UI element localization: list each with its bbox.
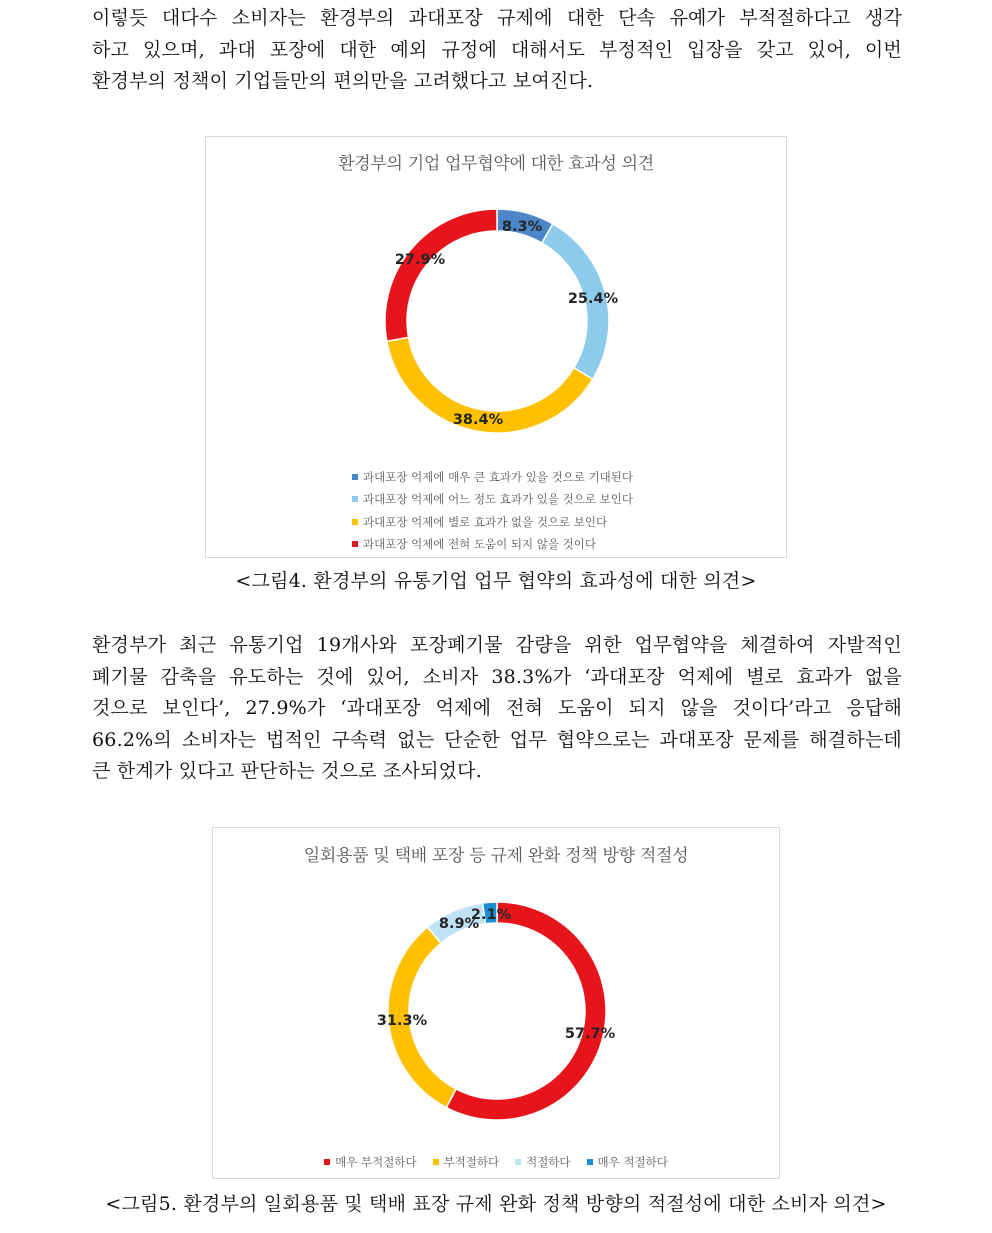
legend-swatch: [352, 541, 358, 547]
chart-legend: [352, 466, 633, 555]
paragraph-line: 폐기물 감축을 유도하는 것에 있어, 소비자 38.3%가 ‘과대포장 억제에 별로 효과가 없을: [92, 665, 902, 688]
legend-item: [515, 1154, 570, 1170]
figure-caption-4: <그림4. 환경부의 유통기업 업무 협약의 효과성에 대한 의견>: [235, 570, 757, 592]
data-label: 25.4%: [567, 291, 619, 307]
paragraph-line: 환경부의 정책이 기업들만의 편의만을 고려했다고 보여진다.: [92, 70, 594, 92]
donut-slice: [385, 209, 497, 341]
paragraph-line: 환경부가 최근 유통기업 19개사와 포장폐기물 감량을 위한 업무협약을 체결하여 자발적인: [92, 634, 902, 656]
chart-effectiveness-opinion: [205, 136, 787, 558]
legend-item: [587, 1154, 668, 1170]
paragraph-line: 이렇듯 대다수 소비자는 환경부의 과대포장 규제에 대한 단속 유예가 부적절하다고 생각: [92, 7, 902, 29]
chart-policy-appropriateness: [212, 827, 780, 1179]
data-label: 57.7%: [564, 1026, 616, 1042]
legend-item: [324, 1154, 416, 1170]
chart-legend: [213, 1154, 779, 1170]
chart-title: 환경부의 기업 업무협약에 대한 효과성 의견: [338, 154, 654, 174]
donut-chart: [213, 828, 779, 1178]
legend-item: [352, 533, 633, 555]
legend-swatch: [587, 1159, 593, 1165]
legend-label: 매우 부적절하다: [335, 1155, 417, 1169]
data-label: 2.1%: [470, 907, 512, 923]
paragraph-line: 큰 한계가 있다고 판단하는 것으로 조사되었다.: [92, 760, 482, 782]
data-label: 38.4%: [452, 412, 504, 428]
paragraph-line: 66.2%의 소비자는 법적인 구속력 없는 단순한 업무 협약으로는 과대포장 문제를 해결하는데: [92, 728, 902, 751]
legend-swatch: [324, 1159, 330, 1165]
paragraph-1: [92, 3, 902, 98]
legend-label: 과대포장 억제에 매우 큰 효과가 있을 것으로 기대된다: [363, 470, 633, 485]
legend-label: 과대포장 억제에 어느 정도 효과가 있을 것으로 보인다: [363, 492, 633, 507]
legend-item: [352, 488, 633, 510]
legend-item: [433, 1154, 500, 1170]
data-label: 27.9%: [394, 252, 446, 268]
legend-item: [352, 466, 633, 488]
legend-label: 적절하다: [526, 1155, 571, 1169]
legend-swatch: [352, 474, 358, 480]
legend-label: 매우 적절하다: [597, 1155, 668, 1169]
data-label: 8.9%: [438, 916, 480, 932]
legend-swatch: [352, 496, 358, 502]
donut-slice: [446, 902, 606, 1120]
data-label: 8.3%: [501, 219, 543, 235]
chart-title: 일회용품 및 택배 포장 등 규제 완화 정책 방향 적절성: [303, 846, 689, 866]
legend-swatch: [352, 519, 358, 525]
legend-swatch: [433, 1159, 439, 1165]
legend-label: 과대포장 억제에 전혀 도움이 되지 않을 것이다: [363, 537, 597, 552]
legend-label: 부적절하다: [443, 1155, 500, 1169]
legend-label: 과대포장 억제에 별로 효과가 없을 것으로 보인다: [363, 514, 608, 529]
paragraph-line: 것으로 보인다’, 27.9%가 ‘과대포장 억제에 전혀 도움이 되지 않을 것이다’라고 응답해: [92, 697, 902, 719]
paragraph-2: [92, 630, 902, 788]
data-label: 31.3%: [376, 1013, 428, 1029]
figure-caption-5: <그림5. 환경부의 일회용품 및 택배 표장 규제 완화 정책 방향의 적절성에 대한 소비자 의견>: [105, 1193, 887, 1215]
legend-swatch: [515, 1159, 521, 1165]
legend-item: [352, 511, 633, 533]
paragraph-line: 하고 있으며, 과대 포장에 대한 예외 규정에 대해서도 부정적인 입장을 갖고 있어, 이번: [92, 38, 902, 61]
